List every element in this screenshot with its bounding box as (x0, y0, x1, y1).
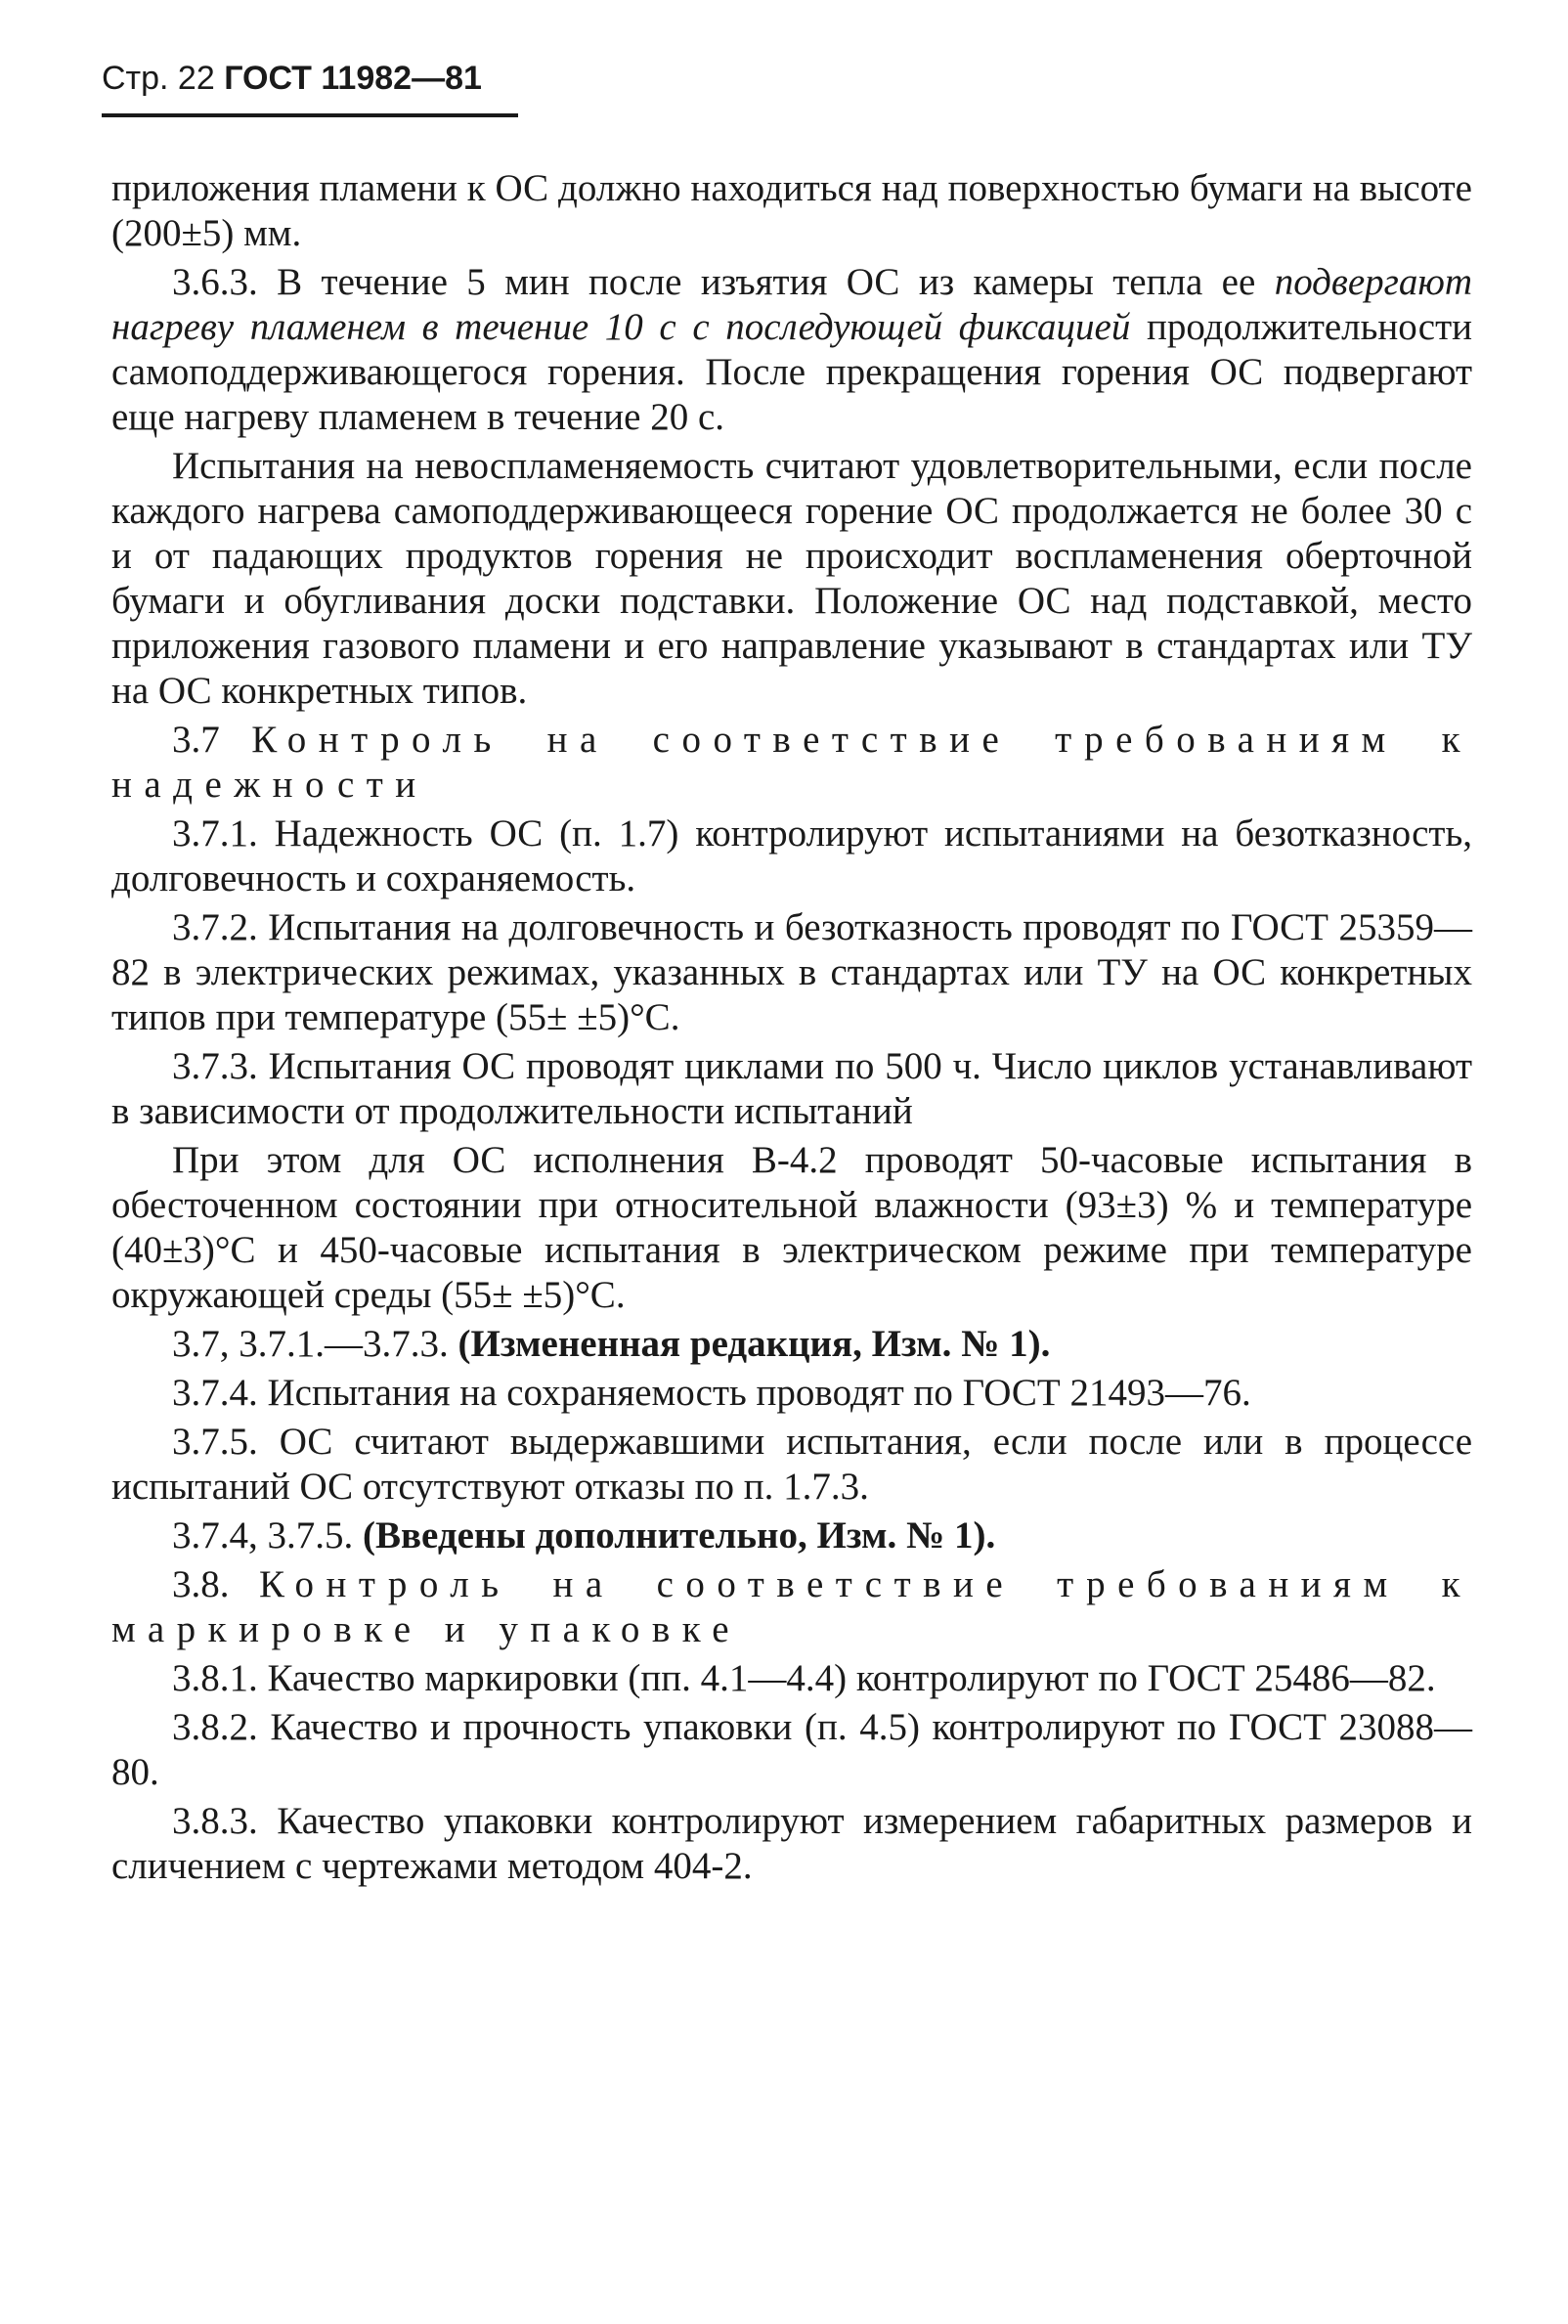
standard-id: ГОСТ 11982—81 (224, 60, 482, 97)
paragraph-flammability-tests: Испытания на невоспламеняемость считают удовлетворительными, если после каждого нагрева самоподдерживающееся горение ОС продолжается не более 30 с и от падающих продуктов горения не происходит воспламенения оберточной бумаги и обугливания доски подставки. Положение ОС над подставкой, место приложения газового пламени и его направление указывают в стандартах или ТУ на ОС конкретных типов. (111, 445, 1472, 712)
italic-text: подвергают нагреву пламенем в течение 10 с с последующей фиксацией (111, 261, 1473, 348)
paragraph-3-7-3: 3.7.3. Испытания ОС проводят циклами по 500 ч. Число циклов устанавливают в зависимости от продолжительности испытаний (111, 1045, 1472, 1132)
paragraph-3-7-2: 3.7.2. Испытания на долговечность и безотказность проводят по ГОСТ 25359—82 в электрических режимах, указанных в стандартах или ТУ на ОС конкретных типов при температуре (55± ±5)°С. (111, 906, 1472, 1038)
paragraph-3-7-5: 3.7.5. ОС считают выдержавшими испытания, если после или в процессе испытаний ОС отсутствуют отказы по п. 1.7.3. (111, 1421, 1472, 1508)
page-header (102, 59, 482, 98)
amendment-note-2 (111, 1513, 1472, 1558)
amendment-refs: 3.7.4, 3.7.5. (172, 1514, 354, 1557)
amendment-text: (Введены дополнительно, Изм. № 1). (363, 1514, 996, 1557)
document-body (111, 166, 1472, 1889)
paragraph-text: продолжительности самоподдерживающегося горения. После прекращения горения ОС подвергают еще нагреву пламенем в течение 20 с. (111, 306, 1472, 438)
page-number: Стр. 22 (102, 60, 215, 97)
section-title: Контроль на соответствие требованиям к маркировке и упаковке (111, 1563, 1472, 1650)
amendment-text: (Измененная редакция, Изм. № 1). (457, 1323, 1051, 1365)
paragraph-3-7-1: 3.7.1. Надежность ОС (п. 1.7) контролируют испытаниями на безотказность, долговечность и сохраняемость. (111, 812, 1472, 899)
clause-number: 3.6.3. (172, 261, 258, 303)
paragraph-3-8-2: 3.8.2. Качество и прочность упаковки (п. 4.5) контролируют по ГОСТ 23088—80. (111, 1706, 1472, 1793)
paragraph-3-6-3 (111, 260, 1472, 440)
paragraph-3-8-3: 3.8.3. Качество упаковки контролируют измерением габаритных размеров и сличением с чертежами методом 404-2. (111, 1800, 1472, 1887)
amendment-refs: 3.7, 3.7.1.—3.7.3. (172, 1323, 449, 1365)
section-heading-3-7 (111, 718, 1472, 808)
section-number: 3.7 (172, 719, 220, 761)
section-number: 3.8. (172, 1563, 230, 1605)
section-heading-3-8 (111, 1562, 1472, 1652)
paragraph-3-8-1: 3.8.1. Качество маркировки (пп. 4.1—4.4) контролируют по ГОСТ 25486—82. (172, 1657, 1436, 1699)
paragraph-3-6-2-continuation: приложения пламени к ОС должно находиться над поверхностью бумаги на высоте (200±5) мм. (111, 167, 1472, 254)
paragraph-humidity-tests: При этом для ОС исполнения В-4.2 проводят 50-часовые испытания в обесточенном состоянии при относительной влажности (93±3) % и температуре (40±3)°С и 450-часовые испытания в электрическом режиме при температуре окружающей среды (55± ±5)°С. (111, 1139, 1472, 1316)
header-rule (102, 113, 518, 117)
paragraph-3-7-4: 3.7.4. Испытания на сохраняемость проводят по ГОСТ 21493—76. (172, 1372, 1251, 1414)
section-title: Контроль на соответствие требованиям к надежности (111, 719, 1472, 806)
paragraph-text: В течение 5 мин после изъятия ОС из камеры тепла ее (277, 261, 1256, 303)
amendment-note-1 (111, 1322, 1472, 1367)
